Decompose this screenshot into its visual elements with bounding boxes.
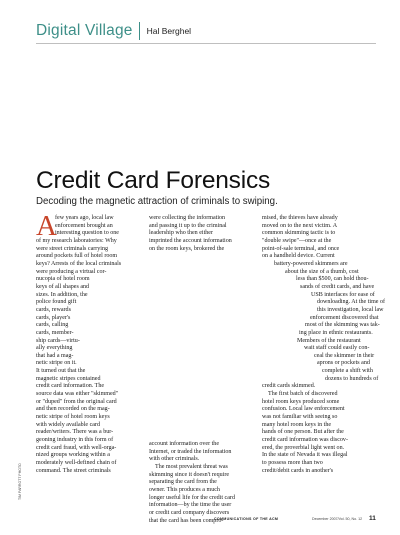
- footer-journal: COMMUNICATIONS OF THE ACM: [214, 517, 279, 521]
- body-line: confusion. Local law enforcement: [262, 406, 345, 413]
- footer-issue: December 2007/Vol. 50, No. 12: [312, 517, 363, 521]
- body-line: credit card information. The: [36, 383, 105, 390]
- body-line: credit/debit cards in another's: [262, 467, 334, 474]
- header-divider: [139, 22, 140, 40]
- body-line: Members of the restaurant: [297, 337, 361, 344]
- body-line: were street criminals carrying: [36, 245, 109, 252]
- body-line: In the state of Nevada it was illegal: [262, 452, 348, 459]
- body-column-2-bottom: [149, 441, 235, 525]
- drop-cap: A: [36, 210, 57, 242]
- column-name: Digital Village: [36, 22, 133, 39]
- body-line: nized groups working within a: [36, 452, 110, 459]
- body-line: that had a mag-: [36, 352, 74, 359]
- body-line: keys? Arrests of the local criminals: [36, 260, 122, 267]
- body-line: Internet, or traded the information: [149, 448, 232, 455]
- body-line: mised, the thieves have already: [262, 215, 338, 221]
- body-line: command. The street criminals: [36, 467, 111, 474]
- body-line: less than $500, can hold thou-: [296, 276, 369, 283]
- body-column-3: [262, 215, 385, 475]
- body-line: and passing it up to the criminal: [149, 222, 227, 229]
- body-line: complete a shift with: [322, 368, 373, 375]
- body-column-2-top: [149, 215, 232, 253]
- column-header: [36, 22, 191, 40]
- body-line: ered, the proverbial light went on.: [262, 444, 345, 451]
- body-line: netic stripe on it.: [36, 360, 77, 367]
- body-line: point-of-sale terminal, and once: [262, 245, 340, 252]
- article-subtitle: Decoding the magnetic attraction of criminals to swiping.: [36, 196, 278, 207]
- body-line: cards, calling: [36, 322, 69, 329]
- body-line: most of the skimming was tak-: [305, 322, 380, 329]
- body-line: "double swipe"—once at the: [262, 237, 332, 244]
- page-footer: [214, 516, 376, 524]
- body-line: nucopia of hotel room: [36, 276, 90, 283]
- photo-credit: [18, 440, 26, 500]
- body-line: downloading. At the time of: [317, 299, 386, 306]
- body-line: moved on to the next victim. A: [262, 222, 338, 229]
- body-line: police found gift: [36, 299, 77, 306]
- photo-credit-text: TIM PARROTT PHOTO: [18, 463, 22, 500]
- body-line: interesting question to one: [55, 230, 119, 237]
- body-line: cards, rewards: [36, 306, 71, 313]
- body-line: with other criminals.: [149, 456, 200, 463]
- body-line: hotel room keys produced some: [262, 398, 340, 405]
- body-line: that the card has been compro-: [149, 517, 224, 524]
- body-line: reader/writers. There was a bur-: [36, 429, 114, 436]
- body-line: or credit card company discovers: [149, 509, 230, 516]
- body-line: battery-powered skimmers are: [274, 260, 348, 267]
- body-line: ally everything: [36, 345, 73, 352]
- body-line: leadership who then either: [149, 230, 213, 237]
- body-line: many hotel room keys in the: [262, 421, 332, 428]
- body-line: source data was either "skimmed": [36, 391, 119, 398]
- body-line: and then recorded on the mag-: [36, 406, 110, 413]
- body-line: ceal the skimmer in their: [314, 352, 375, 359]
- body-line: cards, player's: [36, 314, 71, 321]
- body-line: on a handheld device. Current: [262, 253, 335, 260]
- body-line: The most prevalent threat was: [155, 463, 228, 470]
- body-line: enforcement discovered that: [310, 314, 379, 321]
- body-line: geoning industry in this form of: [36, 437, 114, 444]
- body-line: about the size of a thumb, cost: [285, 268, 359, 275]
- body-line: skimming since it doesn't require: [149, 471, 230, 478]
- body-line: credit card information was discov-: [262, 437, 348, 444]
- body-line: magnetic stripes contained: [36, 375, 101, 382]
- body-line: moderately well-defined chain of: [36, 460, 117, 466]
- article-title: Credit Card Forensics: [36, 167, 271, 194]
- body-line: sands of credit cards, and have: [300, 283, 375, 290]
- body-line: hands of one person. But after the: [262, 429, 344, 436]
- body-line: on the room keys, brokered the: [149, 245, 225, 252]
- body-line: or "duped" from the original card: [36, 398, 117, 405]
- body-line: netic stripe of hotel room keys: [36, 414, 110, 421]
- body-line: account information over the: [149, 441, 220, 447]
- body-line: ing place in ethnic restaurants.: [299, 329, 373, 336]
- body-line: sizes. In addition, the: [36, 291, 88, 298]
- body-line: dozens to hundreds of: [325, 375, 379, 382]
- body-line: information—by the time the user: [149, 502, 232, 509]
- body-line: imprinted the account information: [149, 237, 232, 244]
- body-line: around pockets full of hotel room: [36, 253, 118, 260]
- page-number: 11: [369, 515, 376, 522]
- body-line: were collecting the information: [149, 215, 226, 221]
- body-line: to possess more than two: [262, 460, 323, 466]
- body-line: longer useful life for the credit card: [149, 494, 235, 501]
- body-column-1: [36, 210, 122, 475]
- body-line: were producing a virtual cor-: [36, 268, 107, 275]
- body-line: cards, member-: [36, 329, 74, 336]
- body-line: wait staff could easily con-: [304, 345, 370, 352]
- body-line: of my research laboratories: Why: [36, 237, 117, 244]
- body-line: enforcement brought an: [55, 222, 113, 229]
- body-line: with widely available card: [36, 421, 100, 428]
- body-line: aprons or pockets and: [317, 360, 370, 367]
- body-line: common skimming tactic is to: [262, 230, 336, 237]
- body-line: few years ago, local law: [55, 215, 114, 221]
- body-line: credit cards skimmed.: [262, 383, 316, 390]
- body-line: It turned out that the: [36, 368, 86, 375]
- body-line: owner. This produces a much: [149, 486, 220, 493]
- body-line: credit card fraud, with well-orga-: [36, 444, 117, 451]
- body-line: The first batch of discovered: [268, 391, 338, 398]
- body-line: was not familiar with seeing so: [262, 414, 338, 421]
- body-line: this investigation, local law: [317, 306, 384, 313]
- header-rule: [36, 43, 376, 44]
- body-line: ship cards—virtu-: [36, 337, 80, 344]
- body-line: separating the card from the: [149, 479, 217, 486]
- author-name: Hal Berghel: [146, 26, 192, 36]
- body-line: USB interfaces for ease of: [311, 291, 375, 298]
- body-line: keys of all shapes and: [36, 283, 90, 290]
